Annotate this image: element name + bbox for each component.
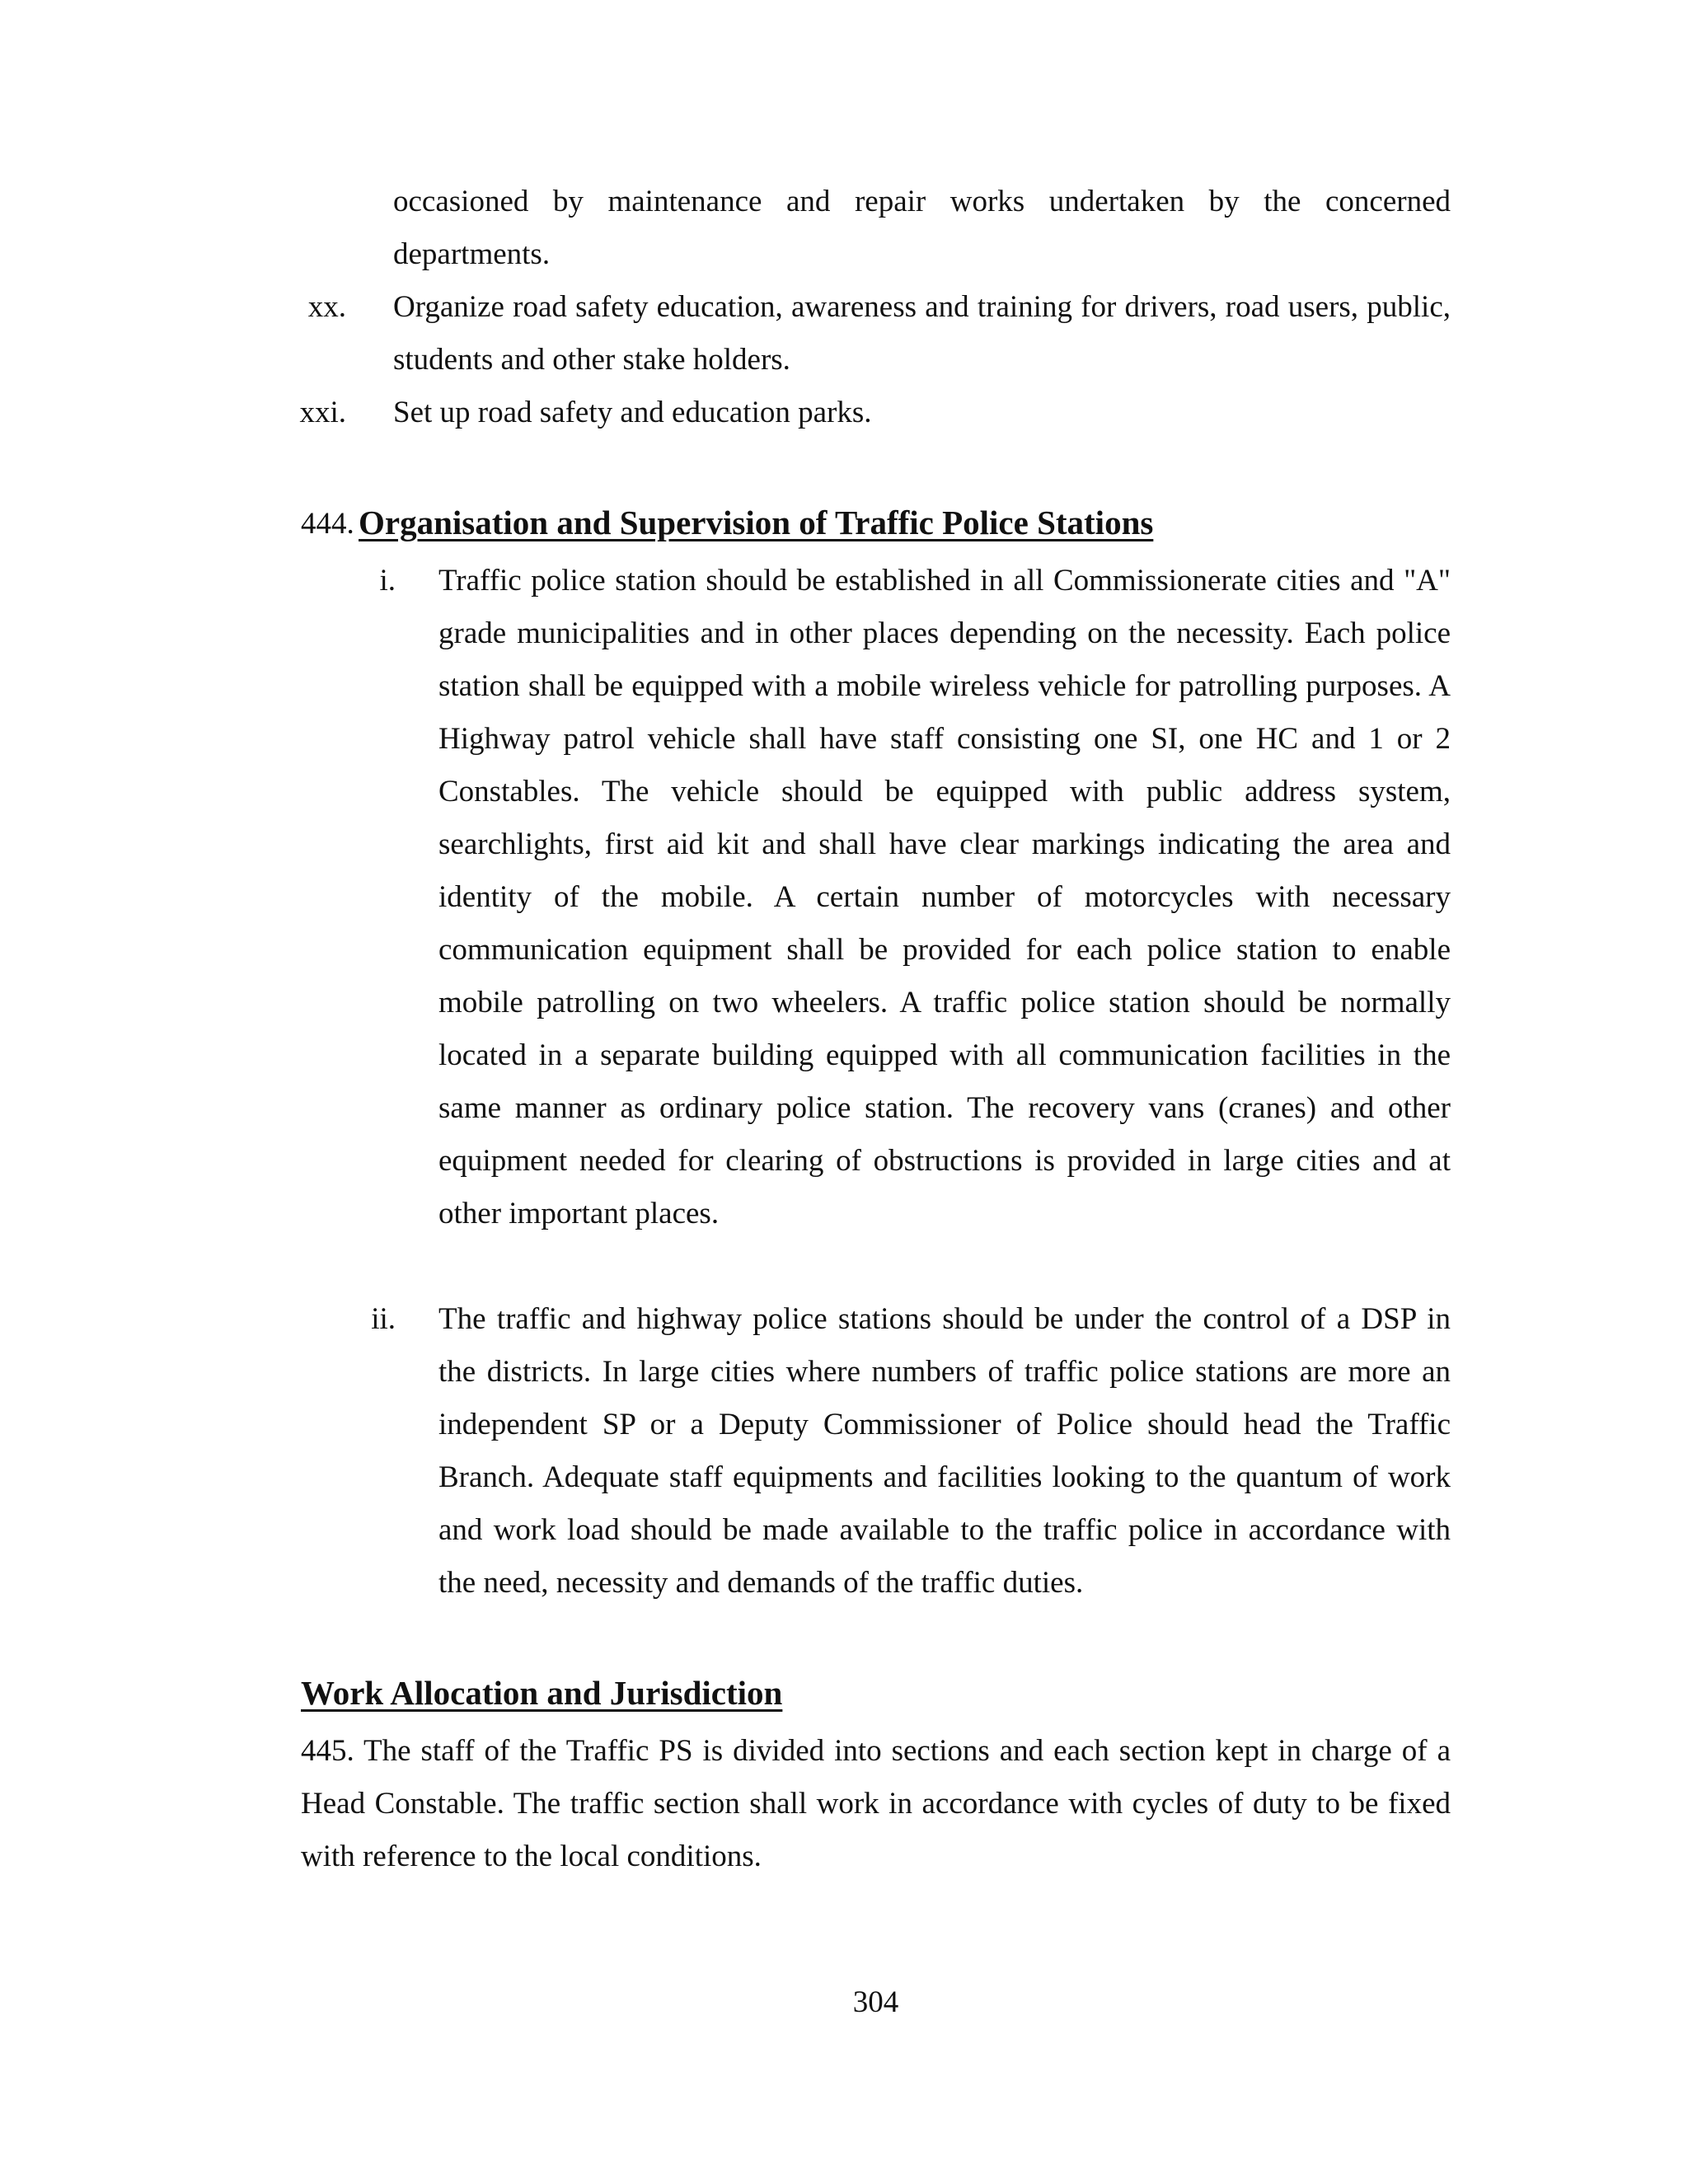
list-item-line: Organize road safety education, awareness and training for drivers, road users, public, — [393, 290, 1451, 324]
paragraph-line: Branch. Adequate staff equipments and facilities looking to the quantum of work — [438, 1460, 1451, 1494]
paragraph-line: searchlights, first aid kit and shall have clear markings indicating the area and — [438, 827, 1451, 861]
paragraph-line: identity of the mobile. A certain number of motorcycles with necessary — [438, 880, 1451, 914]
paragraph-line: the need, necessity and demands of the traffic duties. — [438, 1566, 1084, 1600]
list-marker: i. — [379, 564, 396, 598]
page-number: 304 — [852, 1985, 899, 2019]
paragraph-line: Constables. The vehicle should be equipped with public address system, — [438, 775, 1451, 808]
paragraph-line: equipment needed for clearing of obstructions is provided in large cities and at — [438, 1144, 1451, 1178]
section-number: 444. — [301, 507, 354, 541]
paragraph-line: the districts. In large cities where numbers of traffic police stations are more an — [438, 1355, 1451, 1389]
section-heading: Work Allocation and Jurisdiction — [301, 1674, 783, 1712]
paragraph-line: Head Constable. The traffic section shall work in accordance with cycles of duty to be fixed — [301, 1787, 1451, 1821]
continuation-line: occasioned by maintenance and repair works undertaken by the concerned — [393, 185, 1451, 218]
section-heading: Organisation and Supervision of Traffic Police Stations — [359, 504, 1154, 541]
paragraph-line: Traffic police station should be established in all Commissionerate cities and "A" — [438, 564, 1451, 598]
list-marker: ii. — [371, 1302, 396, 1336]
list-marker: xxi. — [299, 396, 346, 429]
list-item-line: Set up road safety and education parks. — [393, 396, 872, 429]
paragraph-line: The traffic and highway police stations should be under the control of a DSP in — [438, 1302, 1451, 1336]
paragraph-line: Highway patrol vehicle shall have staff consisting one SI, one HC and 1 or 2 — [438, 722, 1451, 756]
paragraph-line: mobile patrolling on two wheelers. A traffic police station should be normally — [438, 986, 1451, 1019]
paragraph-line: other important places. — [438, 1197, 720, 1230]
paragraph-line: station shall be equipped with a mobile wireless vehicle for patrolling purposes. A — [438, 669, 1451, 703]
paragraph-line: 445. The staff of the Traffic PS is divided into sections and each section kept in charge of a — [301, 1734, 1451, 1768]
paragraph-line: located in a separate building equipped with all communication facilities in the — [438, 1038, 1451, 1072]
paragraph-line: with reference to the local conditions. — [301, 1840, 762, 1873]
paragraph-line: and work load should be made available to the traffic police in accordance with — [438, 1513, 1451, 1547]
continuation-line: departments. — [393, 237, 551, 271]
paragraph-line: same manner as ordinary police station. The recovery vans (cranes) and other — [438, 1091, 1451, 1125]
list-item-line: students and other stake holders. — [393, 343, 790, 377]
paragraph-line: grade municipalities and in other places depending on the necessity. Each police — [438, 616, 1451, 650]
paragraph-line: communication equipment shall be provided for each police station to enable — [438, 933, 1451, 967]
paragraph-line: independent SP or a Deputy Commissioner of Police should head the Traffic — [438, 1408, 1451, 1441]
list-marker: xx. — [307, 290, 346, 324]
